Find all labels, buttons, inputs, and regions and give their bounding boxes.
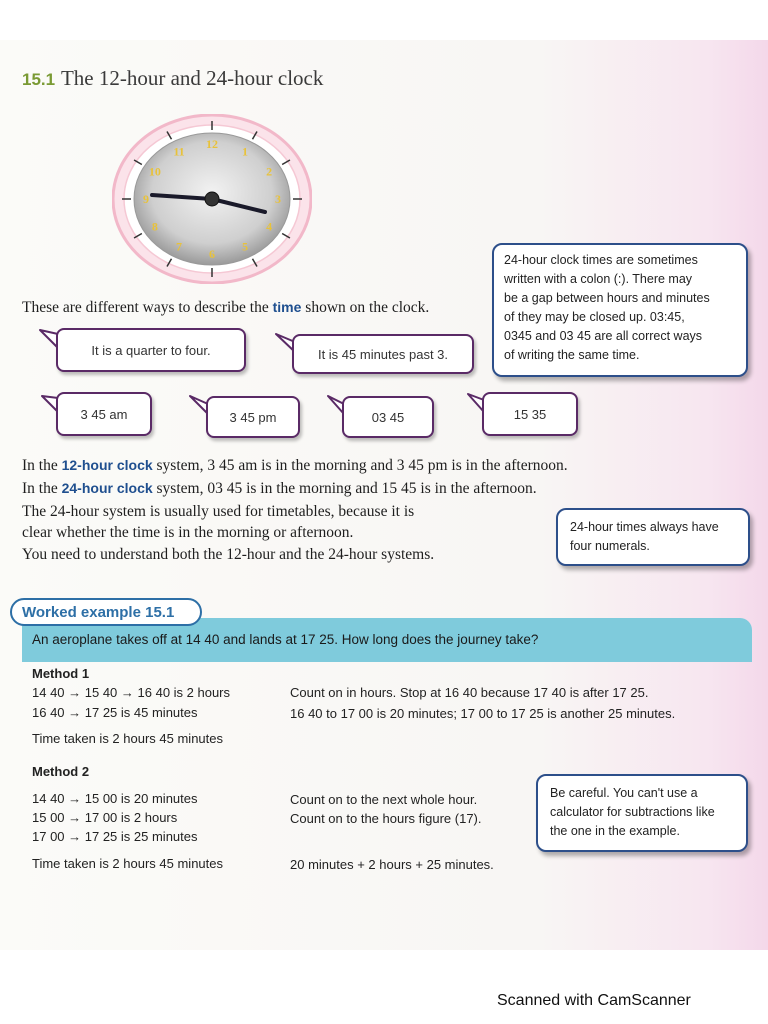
worked-example-tab: Worked example 15.1 [10,598,202,626]
note-four-numerals [556,508,750,566]
method-1-explanation: Count on in hours. Stop at 16 40 because 17 40 is after 17 25. [290,685,649,700]
method-2-title: Method 2 [32,764,90,779]
paragraph-timetables-2: clear whether the time is in the morning or afternoon. [22,524,354,541]
intro-text [22,299,429,317]
p1-text-rest: system, 3 45 am is in the morning and 3 45 pm is in the afternoon. [152,457,568,474]
note-colon-line: be a gap between hours and minutes [504,291,710,305]
method-1-step: 14 40 → 15 40 → 16 40 is 2 hours [32,685,231,700]
method-2-result: Time taken is 2 hours 45 minutes [32,856,223,871]
note-careful-line: calculator for subtractions like [550,805,715,819]
clock-numeral: 12 [206,137,218,151]
section-title: The 12-hour and 24-hour clock [60,66,324,90]
paragraph-12-hour [22,457,568,475]
clock-numeral: 9 [143,192,149,206]
note-careful-line: the one in the example. [550,824,680,838]
note-numerals-line: four numerals. [570,539,650,553]
note-colon-line: of they may be closed up. 03:45, [504,310,685,324]
clock-numeral: 7 [176,239,182,254]
note-careful-calculator [536,774,748,852]
p1-text: In the [22,457,62,474]
clock-numeral: 1 [242,144,248,159]
method-2-explanation: Count on to the hours figure (17). [290,811,482,826]
clock-numeral: 8 [151,219,158,234]
clock-numeral: 6 [209,247,215,261]
method-1-explanation: 16 40 to 17 00 is 20 minutes; 17 00 to 17 25 is another 25 minutes. [290,706,676,721]
method-2-sum: 20 minutes + 2 hours + 25 minutes. [290,857,494,872]
note-colon-line: 24-hour clock times are sometimes [504,253,698,267]
bubble-minutes-past: It is 45 minutes past 3. [292,334,474,374]
paragraph-timetables-1: The 24-hour system is usually used for timetables, because it is [22,503,415,520]
intro-text-after: shown on the clock. [301,299,430,316]
clock-numeral: 5 [242,239,248,254]
note-numerals-line: 24-hour times always have [570,520,719,534]
clock-numeral: 11 [173,144,185,159]
scanner-watermark: Scanned with CamScanner [497,992,691,1009]
method-1-result: Time taken is 2 hours 45 minutes [32,731,223,746]
section-heading [22,66,323,91]
note-colon-line: of writing the same time. [504,348,640,362]
keyword-time: time [272,299,302,315]
bubble-24h-morning: 03 45 [342,396,434,438]
note-colon-line: 0345 and 03 45 are all correct ways [504,329,703,343]
method-2-step: 17 00 → 17 25 is 25 minutes [32,829,198,844]
paragraph-24-hour [22,480,537,498]
bubble-24h-afternoon: 15 35 [482,392,578,436]
bubble-am: 3 45 am [56,392,152,436]
section-number: 15.1 [22,70,56,89]
bubble-pm: 3 45 pm [206,396,300,438]
method-1-title: Method 1 [32,666,90,681]
method-1-step: 16 40 → 17 25 is 45 minutes [32,705,198,720]
p2-text-rest: system, 03 45 is in the morning and 15 45 is in the afternoon. [152,480,537,497]
bubble-quarter-to-four: It is a quarter to four. [56,328,246,372]
intro-text-before: These are different ways to describe the [22,299,273,316]
method-2-explanation: Count on to the next whole hour. [290,792,478,807]
p2-text: In the [22,480,62,497]
note-careful-line: Be careful. You can't use a [550,786,698,800]
worked-example-question: An aeroplane takes off at 14 40 and lands at 17 25. How long does the journey take? [32,632,539,647]
clock-numeral: 2 [266,164,273,179]
method-2-step: 14 40 → 15 00 is 20 minutes [32,791,198,806]
analog-clock-illustration [112,114,312,284]
clock-numeral: 3 [275,192,281,206]
note-colon-format [492,243,748,377]
paragraph-both-systems: You need to understand both the 12-hour and the 24-hour systems. [22,546,435,563]
method-2-step: 15 00 → 17 00 is 2 hours [32,810,178,825]
keyword-12-hour-clock: 12-hour clock [61,457,153,473]
clock-center [205,192,219,206]
keyword-24-hour-clock: 24-hour clock [61,480,153,496]
clock-numeral: 10 [148,164,161,179]
worked-example-divider [22,660,752,662]
clock-numeral: 4 [266,219,273,234]
note-colon-line: written with a colon (:). There may [504,272,693,286]
